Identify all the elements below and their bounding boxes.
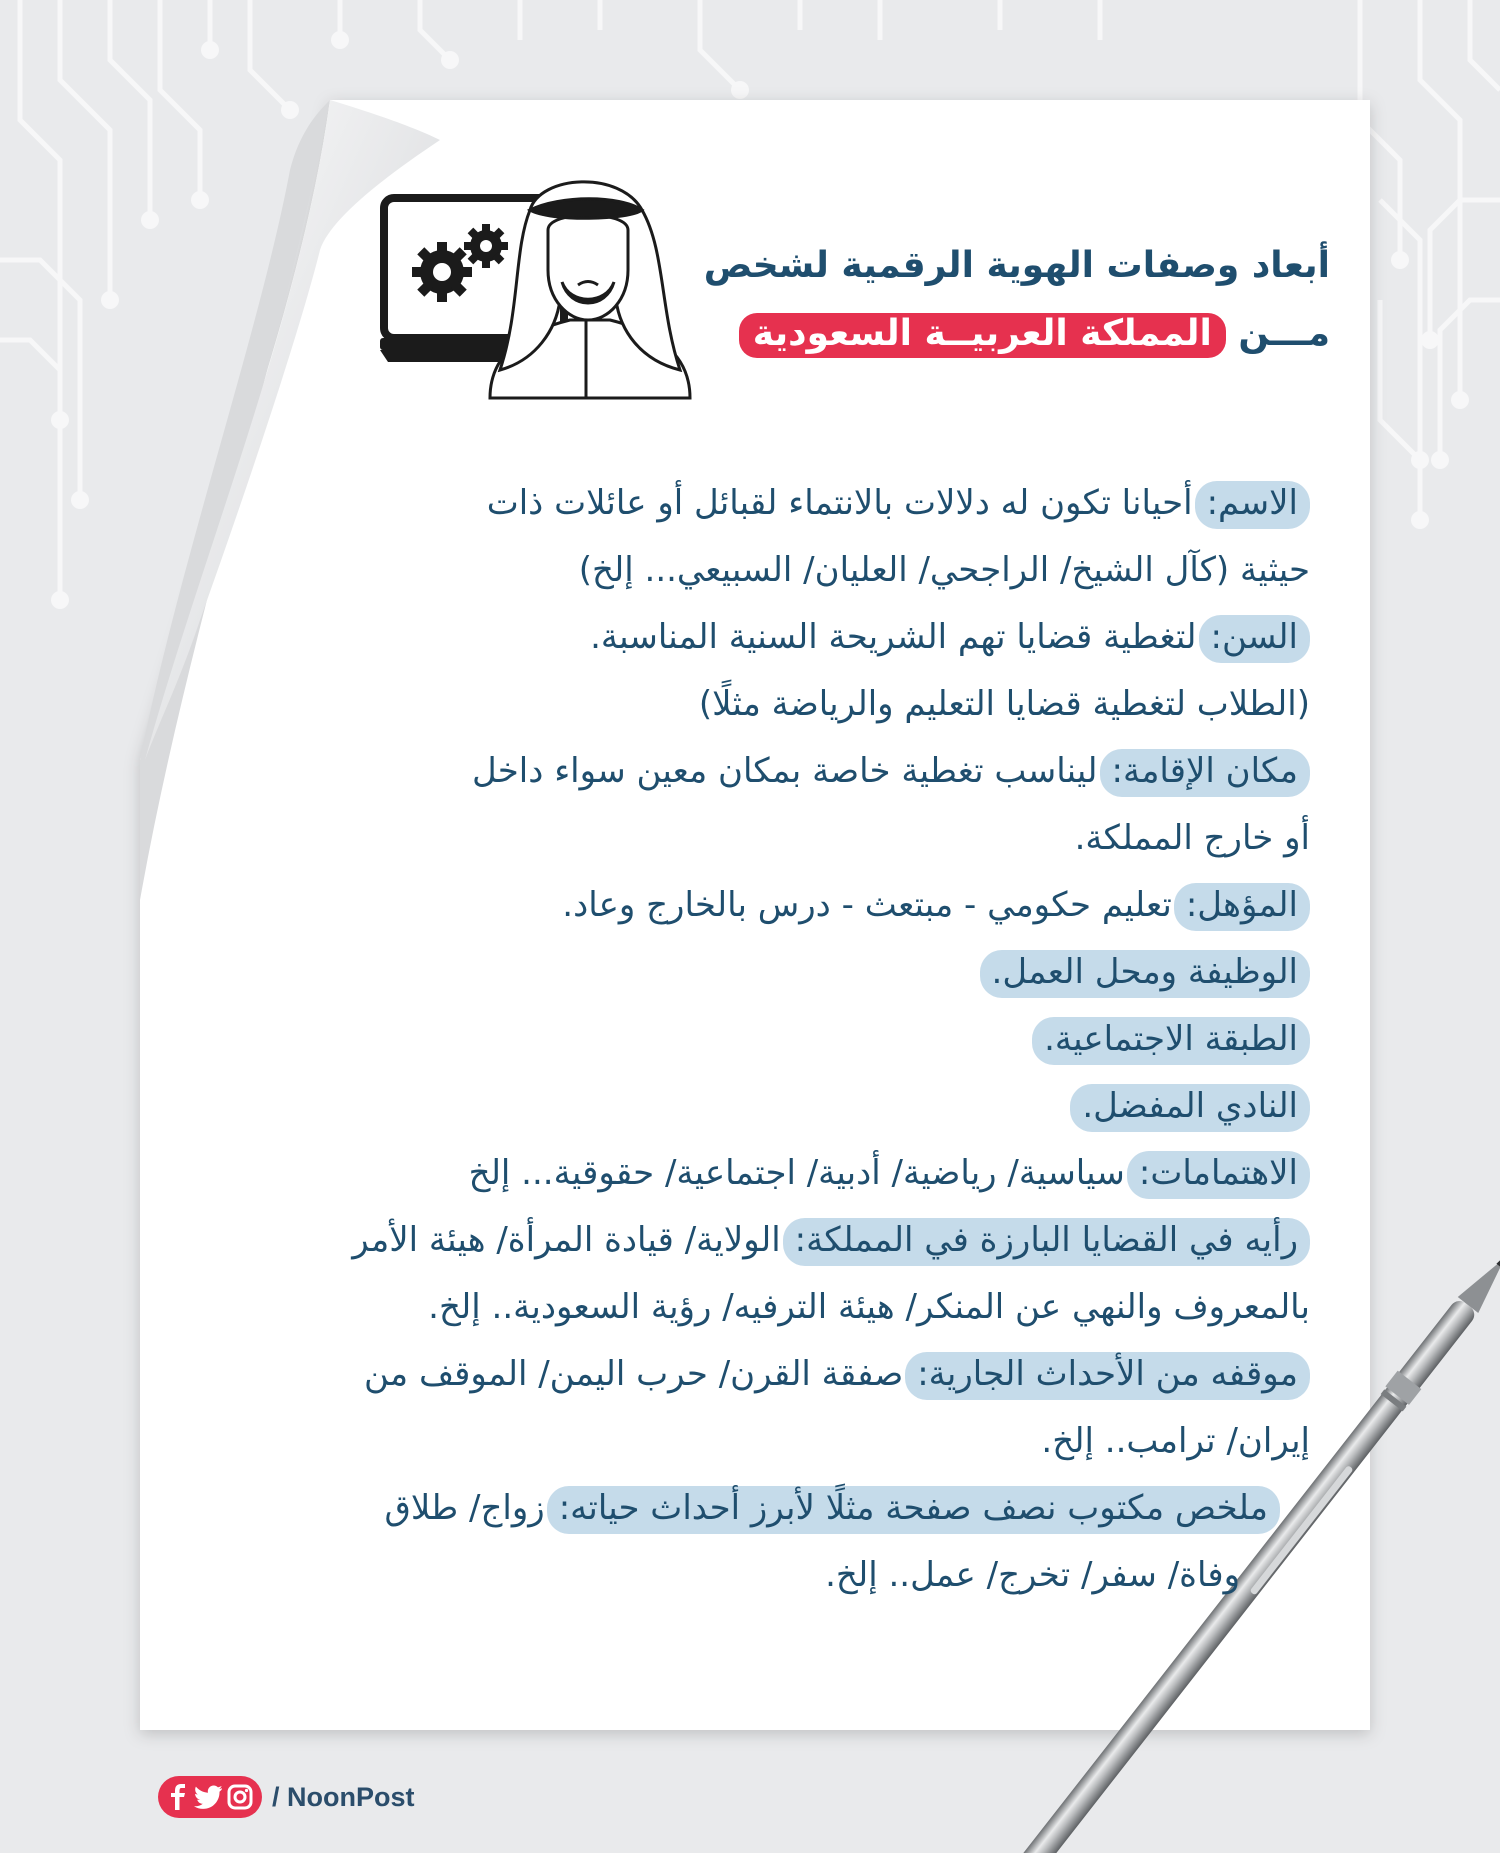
gear-icon xyxy=(412,224,508,302)
item-text: الولاية/ قيادة المرأة/ هيئة الأمر xyxy=(352,1220,781,1260)
brand-handle[interactable]: / NoonPost xyxy=(272,1781,415,1812)
social-links xyxy=(158,1776,262,1818)
item-label: رأيه في القضايا البارزة في المملكة: xyxy=(783,1218,1310,1266)
item-text: صفقة القرن/ حرب اليمن/ الموقف من xyxy=(364,1354,904,1394)
item-label: الاهتمامات: xyxy=(1127,1151,1310,1199)
item-text: زواج/ طلاق xyxy=(384,1488,545,1528)
item-label: السن: xyxy=(1199,615,1310,663)
title-line-1: أبعاد وصفات الهوية الرقمية لشخص xyxy=(703,245,1330,286)
list-item xyxy=(130,1207,1310,1274)
list-item xyxy=(130,738,1310,805)
identity-attributes-list xyxy=(130,470,1310,1609)
item-text: إيران/ ترامب.. إلخ. xyxy=(1041,1421,1310,1461)
list-item xyxy=(130,939,1310,1006)
list-item xyxy=(130,1475,1310,1542)
item-text: أحيانا تكون له دلالات بالانتماء لقبائل أو عائلات ذات xyxy=(486,483,1193,523)
list-item xyxy=(130,1140,1310,1207)
twitter-icon[interactable] xyxy=(194,1785,222,1809)
list-item xyxy=(130,537,1310,604)
item-text: ليناسب تغطية خاصة بمكان معين سواء داخل xyxy=(472,751,1098,791)
title-line-2 xyxy=(704,300,1330,368)
facebook-icon[interactable] xyxy=(167,1784,189,1810)
item-text: (الطلاب لتغطية قضايا التعليم والرياضة مثلًا) xyxy=(698,684,1310,724)
title-highlight-badge: المملكة العربيــة السعودية xyxy=(739,313,1226,358)
item-text: بالمعروف والنهي عن المنكر/ هيئة الترفيه/ رؤية السعودية.. إلخ. xyxy=(428,1287,1310,1327)
page-title xyxy=(704,232,1330,368)
list-item xyxy=(130,604,1310,671)
footer xyxy=(158,1775,415,1819)
list-item xyxy=(130,1408,1310,1475)
item-label: الطبقة الاجتماعية. xyxy=(1032,1017,1310,1065)
list-item xyxy=(130,1542,1310,1609)
list-item xyxy=(130,1006,1310,1073)
item-label: الوظيفة ومحل العمل. xyxy=(980,950,1310,998)
item-label: المؤهل: xyxy=(1174,883,1310,931)
list-item xyxy=(130,1274,1310,1341)
list-item xyxy=(130,1341,1310,1408)
list-item xyxy=(130,1073,1310,1140)
list-item xyxy=(130,872,1310,939)
list-item xyxy=(130,671,1310,738)
item-text: سياسية/ رياضية/ أدبية/ اجتماعية/ حقوقية... إلخ xyxy=(468,1153,1125,1193)
item-text: أو خارج المملكة. xyxy=(1074,818,1310,858)
item-label: الاسم: xyxy=(1195,481,1310,529)
item-label: مكان الإقامة: xyxy=(1100,749,1310,797)
item-label: موقفه من الأحداث الجارية: xyxy=(905,1352,1310,1400)
item-label: النادي المفضل. xyxy=(1070,1084,1310,1132)
item-label: ملخص مكتوب نصف صفحة مثلًا لأبرز أحداث حياته: xyxy=(547,1486,1280,1534)
item-text: حيثية (كآل الشيخ/ الراجحي/ العليان/ السبيعي... إلخ) xyxy=(578,550,1310,590)
list-item xyxy=(130,805,1310,872)
item-text: وفاة/ سفر/ تخرج/ عمل.. إلخ. xyxy=(825,1555,1240,1595)
item-text: تعليم حكومي - مبتعث - درس بالخارج وعاد. xyxy=(562,885,1172,925)
list-item xyxy=(130,470,1310,537)
header xyxy=(380,170,1340,400)
person-laptop-illustration xyxy=(380,170,740,400)
instagram-icon[interactable] xyxy=(227,1784,253,1810)
item-text: لتغطية قضايا تهم الشريحة السنية المناسبة. xyxy=(590,617,1197,657)
title-prefix: مـــن xyxy=(1238,313,1330,354)
person-icon xyxy=(490,182,690,398)
